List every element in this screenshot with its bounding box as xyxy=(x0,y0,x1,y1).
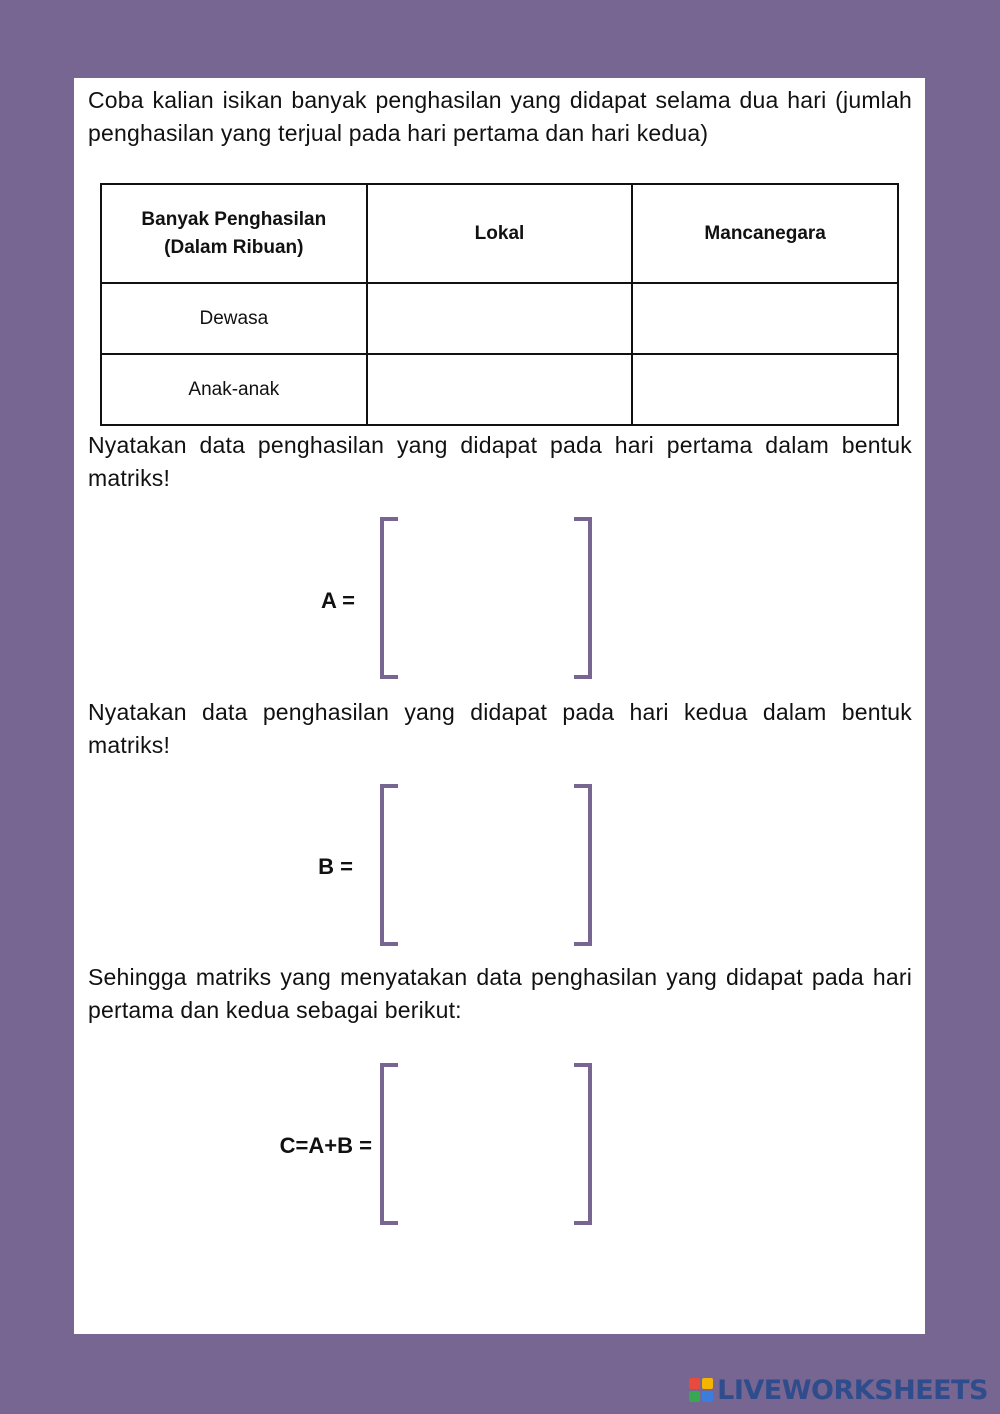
header-income: Banyak Penghasilan (Dalam Ribuan) xyxy=(101,184,367,283)
header-lokal: Lokal xyxy=(367,184,633,283)
matrix-c-label: C=A+B = xyxy=(279,1133,372,1158)
table-row xyxy=(101,283,898,354)
income-table xyxy=(100,183,899,426)
matrix-b-label: B = xyxy=(318,854,353,879)
matrix-a-left-bracket xyxy=(380,517,398,679)
header-mancanegara: Mancanegara xyxy=(632,184,898,283)
matrix-c-right-bracket xyxy=(574,1063,592,1225)
logo-icon xyxy=(689,1378,713,1402)
answer-cell-anak-lokal[interactable] xyxy=(367,354,633,425)
table-header-row xyxy=(101,184,898,283)
logo-square-green xyxy=(689,1391,700,1402)
answer-cell-dewasa-lokal[interactable] xyxy=(367,283,633,354)
matrix-b-left-bracket xyxy=(380,784,398,946)
matrix-a-label: A = xyxy=(320,588,355,613)
logo-text: LIVEWORKSHEETS xyxy=(717,1374,988,1406)
matrix-b-right-bracket xyxy=(574,784,592,946)
logo-square-red xyxy=(689,1378,700,1389)
table-row xyxy=(101,354,898,425)
row-label-dewasa: Dewasa xyxy=(101,283,367,354)
combined-instruction: Sehingga matriks yang menyatakan data penghasilan yang didapat pada hari pertama dan kedua sebagai berikut: xyxy=(88,964,912,1023)
logo-square-yellow xyxy=(702,1378,713,1389)
intro-instruction: Coba kalian isikan banyak penghasilan yang didapat selama dua hari (jumlah penghasilan yang terjual pada hari pertama dan hari kedua) xyxy=(88,87,912,146)
answer-cell-anak-mancanegara[interactable] xyxy=(632,354,898,425)
day1-instruction: Nyatakan data penghasilan yang didapat pada hari pertama dalam bentuk matriks! xyxy=(88,432,912,491)
worksheet-page xyxy=(74,78,925,1334)
answer-cell-dewasa-mancanegara[interactable] xyxy=(632,283,898,354)
matrix-c-left-bracket xyxy=(380,1063,398,1225)
logo-square-blue xyxy=(702,1391,713,1402)
liveworksheets-logo[interactable] xyxy=(689,1372,988,1408)
day2-instruction: Nyatakan data penghasilan yang didapat pada hari kedua dalam bentuk matriks! xyxy=(88,699,912,758)
matrix-a-right-bracket xyxy=(574,517,592,679)
row-label-anak: Anak-anak xyxy=(101,354,367,425)
